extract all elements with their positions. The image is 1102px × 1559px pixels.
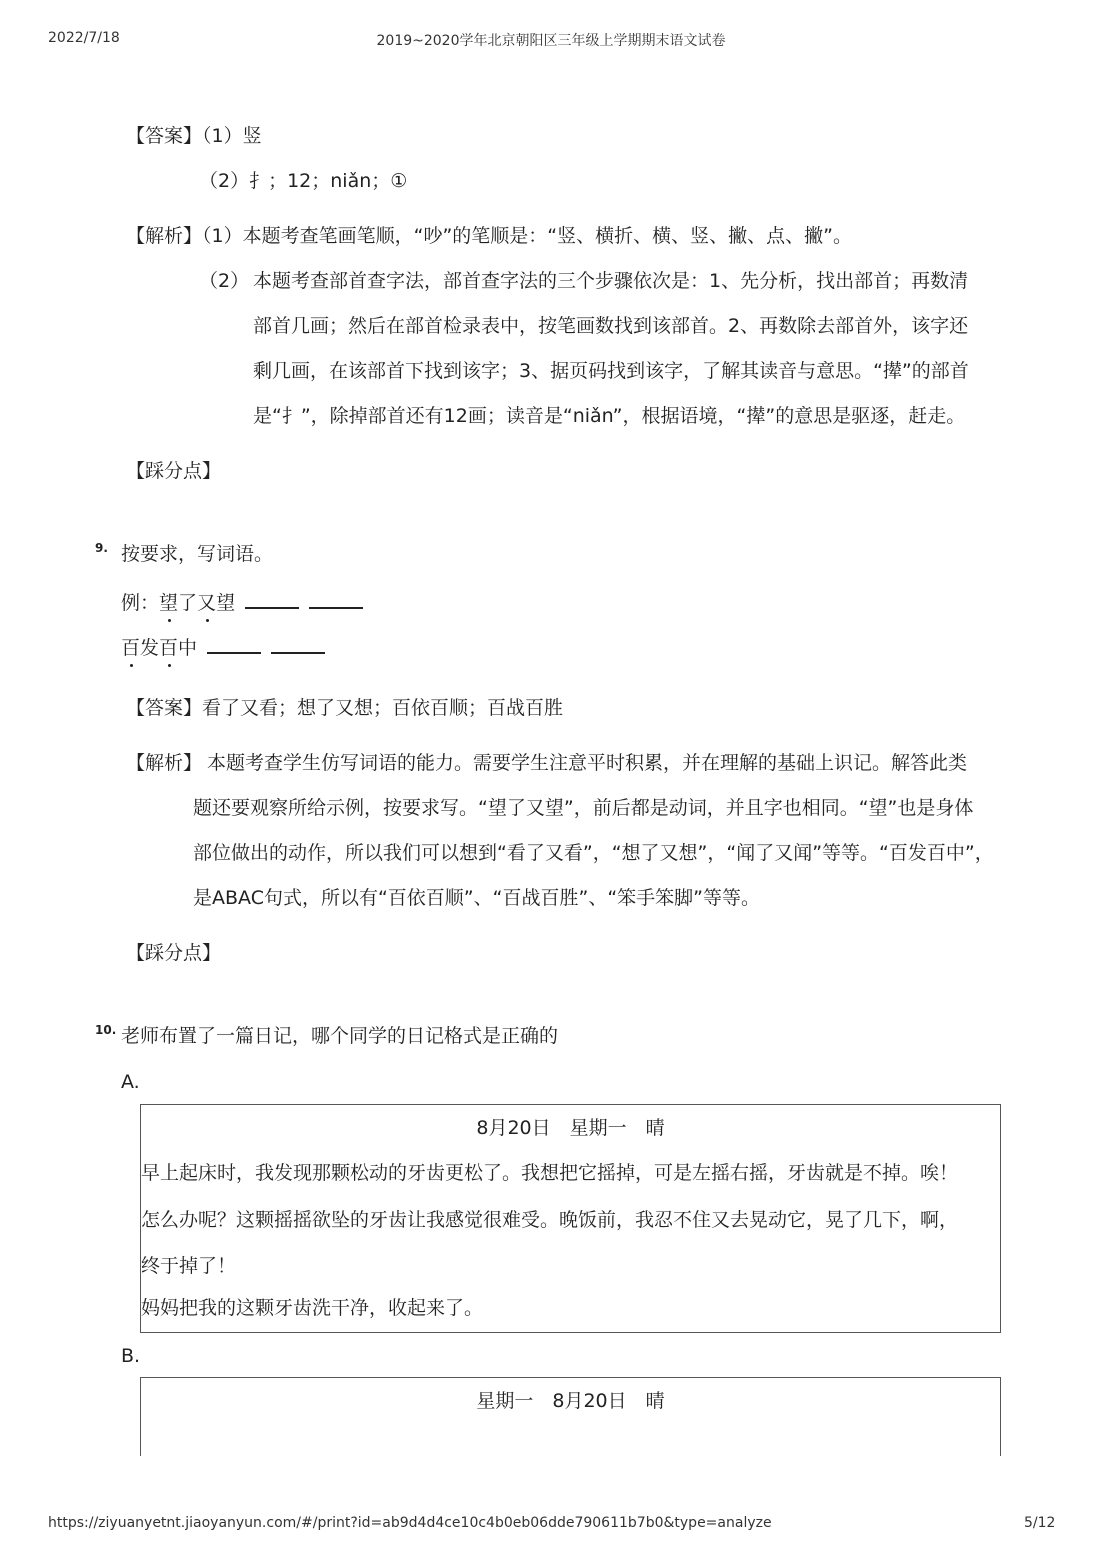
- example-label: 例：: [121, 592, 160, 614]
- q8-analysis: [126, 225, 852, 247]
- q8-answer-part-2: （2）扌；12；niǎn；①: [199, 170, 408, 192]
- analysis-line: 题还要观察所给示例，按要求写。“望了又望”，前后都是动词，并且字也相同。“望”也是身体: [193, 797, 974, 819]
- analysis-part-1: （1）本题考查笔画笔顺，“吵”的笔顺是：“竖、横折、横、竖、撇、点、撇”。: [202, 225, 852, 247]
- option-b-diary-box[interactable]: [140, 1377, 1001, 1456]
- answer-tag: 【答案】: [126, 125, 203, 147]
- analysis-line: 本题考查部首查字法，部首查字法的三个步骤依次是：1、先分析，找出部首；再数清: [253, 270, 969, 292]
- q9-answer: [126, 697, 563, 719]
- char: 发: [140, 637, 160, 659]
- option-a-label[interactable]: A.: [121, 1071, 140, 1093]
- analysis-line: 是ABAC句式，所以有“百依百顺”、“百战百胜”、“笨手笨脚”等等。: [193, 887, 761, 909]
- answer-blank[interactable]: [309, 589, 363, 609]
- option-a-diary-box[interactable]: [140, 1104, 1001, 1333]
- emphasized-char: 百: [159, 637, 179, 659]
- option-b-label[interactable]: B.: [121, 1345, 141, 1367]
- score-points-tag: 【踩分点】: [126, 942, 222, 964]
- score-points-tag: 【踩分点】: [126, 460, 222, 482]
- answer-part-1: （1）竖: [202, 125, 262, 147]
- page-number: 5/12: [1024, 1515, 1056, 1531]
- char: 了: [178, 592, 198, 614]
- emphasized-char: 又: [197, 592, 217, 614]
- analysis-line: 是“扌”，除掉部首还有12画；读音是“niǎn”，根据语境，“撵”的意思是驱逐，赶走。: [253, 405, 966, 427]
- question-number: 9.: [95, 541, 108, 555]
- diary-line: 终于掉了！: [141, 1255, 237, 1277]
- answer-text: 看了又看；想了又想；百依百顺；百战百胜: [202, 697, 564, 719]
- document-title: 2019~2020学年北京朝阳区三年级上学期期末语文试卷: [376, 33, 726, 49]
- q8-answer: [126, 125, 262, 147]
- diary-line: 妈妈把我的这颗牙齿洗干净，收起来了。: [141, 1297, 484, 1319]
- answer-blank[interactable]: [271, 634, 325, 654]
- q9-analysis-tag: 【解析】: [126, 752, 203, 774]
- diary-line: 怎么办呢？这颗摇摇欲坠的牙齿让我感觉很难受。晚饭前，我忍不住又去晃动它，晃了几下，啊，: [141, 1209, 959, 1231]
- analysis-line: 本题考查学生仿写词语的能力。需要学生注意平时积累，并在理解的基础上识记。解答此类: [207, 752, 968, 774]
- print-date: 2022/7/18: [48, 30, 120, 46]
- question-prompt: 老师布置了一篇日记，哪个同学的日记格式是正确的: [121, 1025, 559, 1047]
- diary-heading: 8月20日 星期一 晴: [476, 1117, 665, 1139]
- question-prompt: 按要求，写词语。: [121, 543, 274, 565]
- char: 中: [178, 637, 198, 659]
- analysis-line: 部首几画；然后在部首检录表中，按笔画数找到该部首。2、再数除去部首外，该字还: [253, 315, 969, 337]
- answer-blank[interactable]: [245, 589, 299, 609]
- char: 望: [216, 592, 236, 614]
- answer-blank[interactable]: [207, 634, 261, 654]
- analysis-line: 部位做出的动作，所以我们可以想到“看了又看”，“想了又想”，“闻了又闻”等等。“百发百中”，: [193, 842, 994, 864]
- question-number: 10.: [95, 1023, 117, 1037]
- idiom-line: [121, 634, 325, 659]
- analysis-part-2-label: （2）: [199, 270, 250, 292]
- emphasized-char: 百: [121, 637, 141, 659]
- analysis-tag: 【解析】: [126, 225, 203, 247]
- page-url: https://ziyuanyetnt.jiaoyanyun.com/#/print?id=ab9d4d4ce10c4b0eb06dde790611b7b0&type=analyze: [48, 1515, 772, 1531]
- diary-line: 早上起床时，我发现那颗松动的牙齿更松了。我想把它摇掉，可是左摇右摇，牙齿就是不掉。唉！: [141, 1162, 959, 1184]
- answer-tag: 【答案】: [126, 697, 203, 719]
- diary-heading: 星期一 8月20日 晴: [476, 1390, 665, 1412]
- example-line: [121, 589, 363, 614]
- analysis-line: 剩几画，在该部首下找到该字；3、据页码找到该字，了解其读音与意思。“撵”的部首: [253, 360, 969, 382]
- emphasized-char: 望: [159, 592, 179, 614]
